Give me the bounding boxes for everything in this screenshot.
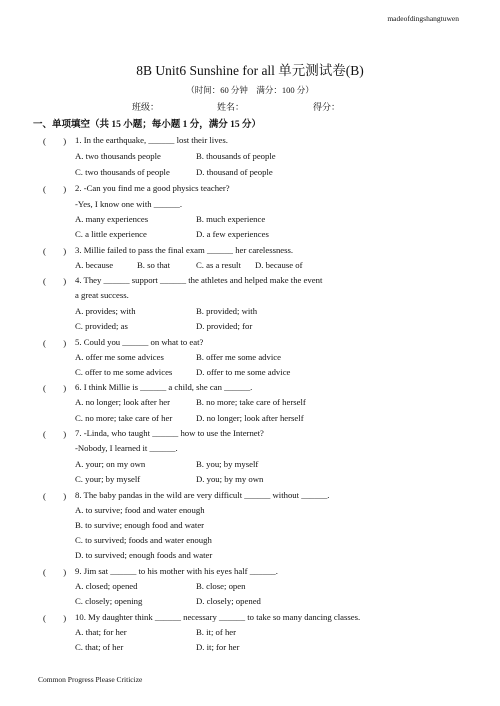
answer-blank: ( ) bbox=[43, 429, 67, 439]
option-c: C. a little experience bbox=[75, 229, 147, 239]
option-b: B. much experience bbox=[196, 214, 266, 224]
answer-blank: ( ) bbox=[43, 136, 67, 146]
option-b: B. offer me some advice bbox=[196, 352, 281, 362]
option-d: D. to survived; enough foods and water bbox=[75, 550, 213, 560]
student-info-row bbox=[132, 100, 340, 113]
option-d: D. it; for her bbox=[196, 642, 240, 652]
option-a: A. offer me some advices bbox=[75, 352, 164, 362]
option-c: C. as a result bbox=[196, 260, 241, 270]
question-stem: 7. -Linda, who taught ______ how to use the Internet? bbox=[75, 428, 264, 438]
question-stem: 4. They ______ support ______ the athletes and helped make the event bbox=[75, 275, 323, 285]
option-b: B. provided; with bbox=[196, 306, 258, 316]
footer-text: Common Progress Please Criticize bbox=[38, 675, 143, 684]
option-d: D. provided; for bbox=[196, 321, 253, 331]
option-a: A. provides; with bbox=[75, 306, 136, 316]
option-b: B. to survive; enough food and water bbox=[75, 520, 205, 530]
answer-blank: ( ) bbox=[43, 338, 67, 348]
question-stem-continued: a great success. bbox=[75, 290, 129, 300]
answer-blank: ( ) bbox=[43, 383, 67, 393]
score-label: 得分： bbox=[313, 102, 341, 112]
question-stem: 1. In the earthquake, ______ lost their lives. bbox=[75, 135, 228, 145]
option-c: C. two thousands of people bbox=[75, 167, 170, 177]
option-d: D. no longer; look after herself bbox=[196, 413, 304, 423]
option-c: C. provided; as bbox=[75, 321, 128, 331]
option-a: A. two thousands people bbox=[75, 151, 161, 161]
answer-blank: ( ) bbox=[43, 276, 67, 286]
question-stem: 8. The baby pandas in the wild are very difficult ______ without ______. bbox=[75, 490, 330, 500]
section-heading: 一、单项填空（共 15 小题；每小题 1 分，满分 15 分） bbox=[33, 120, 262, 130]
option-d: D. offer to me some advice bbox=[196, 367, 291, 377]
option-b: B. so that bbox=[137, 260, 171, 270]
answer-blank: ( ) bbox=[43, 613, 67, 623]
option-b: B. it; of her bbox=[196, 627, 237, 637]
option-a: A. because bbox=[75, 260, 114, 270]
page-title: 8B Unit6 Sunshine for all 单元测试卷(B) bbox=[136, 63, 364, 78]
question-stem: 9. Jim sat ______ to his mother with his eyes half ______. bbox=[75, 566, 278, 576]
exam-info: （时间：60 分钟 满分：100 分） bbox=[186, 85, 314, 95]
option-a: A. no longer; look after her bbox=[75, 397, 171, 407]
question-stem: 6. I think Millie is ______ a child, she can ______. bbox=[75, 382, 253, 392]
option-b: B. no more; take care of herself bbox=[196, 397, 306, 407]
option-c: C. your; by myself bbox=[75, 474, 141, 484]
question-stem: 5. Could you ______ on what to eat? bbox=[75, 337, 204, 347]
answer-blank: ( ) bbox=[43, 184, 67, 194]
option-b: B. thousands of people bbox=[196, 151, 276, 161]
answer-blank: ( ) bbox=[43, 246, 67, 256]
option-a: A. your; on my own bbox=[75, 459, 146, 469]
name-label: 姓名： bbox=[217, 102, 245, 112]
answer-blank: ( ) bbox=[43, 567, 67, 577]
class-label: 班级： bbox=[132, 102, 160, 112]
option-b: B. you; by myself bbox=[196, 459, 259, 469]
question-stem: 3. Millie failed to pass the final exam ______ her carelessness. bbox=[75, 245, 294, 255]
question-stem-continued: -Nobody, I learned it ______. bbox=[75, 443, 178, 453]
option-d: D. a few experiences bbox=[196, 229, 269, 239]
option-c: C. to survived; foods and water enough bbox=[75, 535, 212, 545]
option-d: D. thousand of people bbox=[196, 167, 273, 177]
option-c: C. no more; take care of her bbox=[75, 413, 173, 423]
option-a: A. that; for her bbox=[75, 627, 127, 637]
question-stem: 2. -Can you find me a good physics teacher? bbox=[75, 183, 230, 193]
answer-blank: ( ) bbox=[43, 491, 67, 501]
option-d: D. you; by my own bbox=[196, 474, 264, 484]
option-a: A. to survive; food and water enough bbox=[75, 505, 205, 515]
option-a: A. many experiences bbox=[75, 214, 149, 224]
question-stem: 10. My daughter think ______ necessary ______ to take so many dancing classes. bbox=[75, 612, 361, 622]
option-b: B. close; open bbox=[196, 581, 246, 591]
option-c: C. closely; opening bbox=[75, 596, 143, 606]
option-d: D. closely; opened bbox=[196, 596, 261, 606]
option-c: C. that; of her bbox=[75, 642, 124, 652]
option-c: C. offer to me some advices bbox=[75, 367, 173, 377]
watermark-text: madeofdingshangtuwen bbox=[387, 14, 459, 23]
option-a: A. closed; opened bbox=[75, 581, 138, 591]
question-stem-continued: -Yes, I know one with ______. bbox=[75, 199, 182, 209]
option-d: D. because of bbox=[255, 260, 303, 270]
